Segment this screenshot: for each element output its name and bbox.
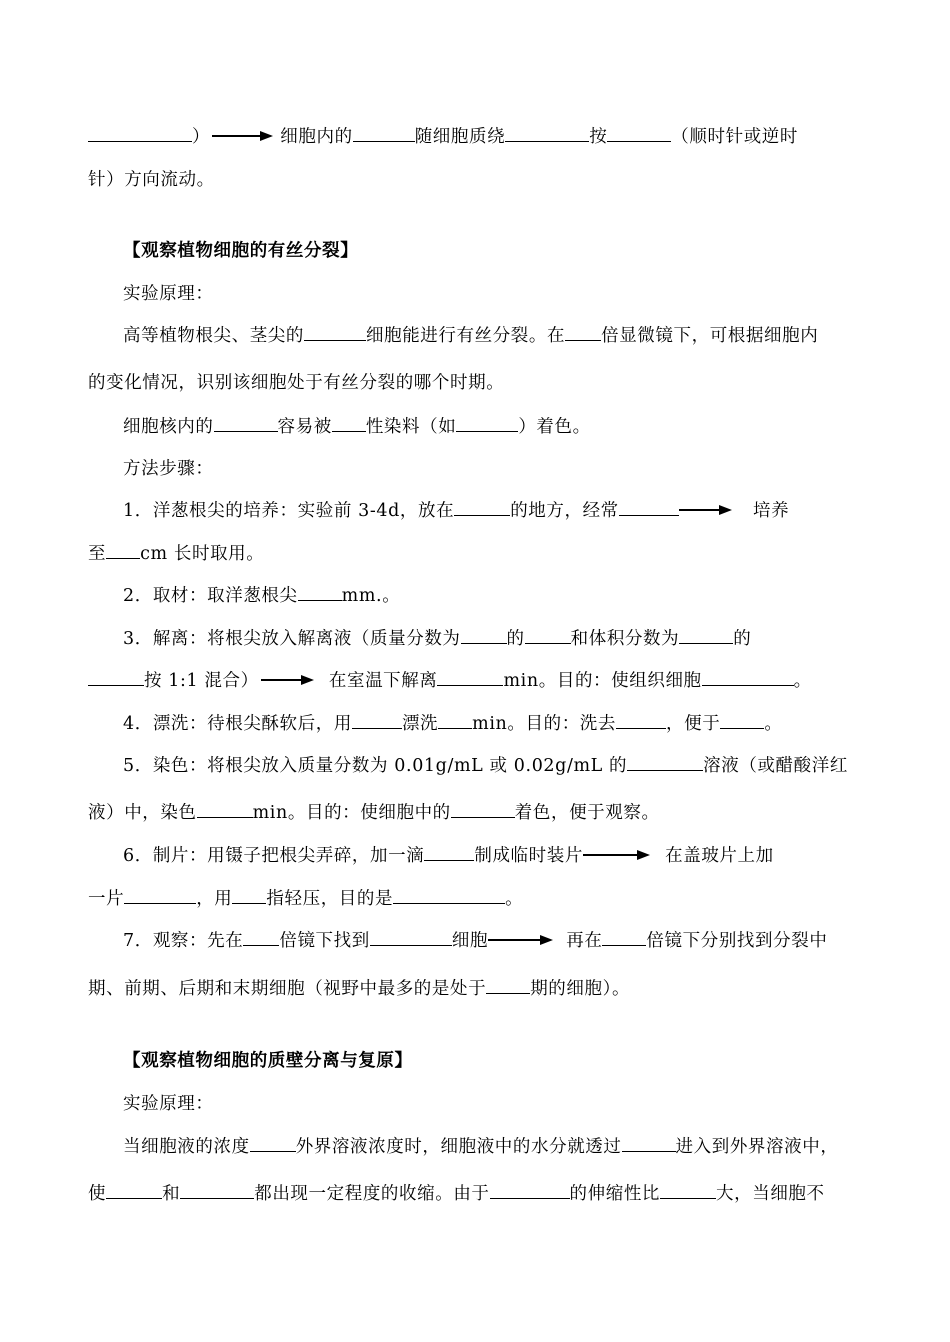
step-3: 3．解离：将根尖放入解离液（质量分数为 的 和体积分数为 的 xyxy=(123,626,751,652)
prev-line-2: 针）方向流动。 xyxy=(88,170,215,190)
fill-blank[interactable] xyxy=(180,1181,254,1199)
mitosis-principle-1: 高等植物根尖、茎尖的 细胞能进行有丝分裂。在 倍显微镜下，可根据细胞内 xyxy=(123,323,818,349)
fill-blank[interactable] xyxy=(454,498,510,516)
step-1: 1．洋葱根尖的培养：实验前 3-4d，放在 的地方，经常 培养 xyxy=(123,498,789,524)
fill-blank[interactable] xyxy=(353,124,415,142)
fill-blank[interactable] xyxy=(607,124,671,142)
fill-blank[interactable] xyxy=(88,668,144,686)
arrow-right-icon xyxy=(679,504,733,516)
fill-blank[interactable] xyxy=(304,323,366,341)
step-7: 7．观察：先在 倍镜下找到 细胞 再在 倍镜下分别找到分裂中 xyxy=(123,928,827,954)
fill-blank[interactable] xyxy=(622,1134,676,1152)
arrow-right-icon xyxy=(583,849,651,861)
plasmolysis-principle-1: 当细胞液的浓度 外界溶液浓度时，细胞液中的水分就透过 进入到外界溶液中， xyxy=(123,1134,838,1160)
fill-blank[interactable] xyxy=(505,124,589,142)
step-3-cont: 按 1:1 混合） 在室温下解离 min。目的：使组织细胞 。 xyxy=(88,668,812,694)
step-6-cont: 一片 ，用 指轻压，目的是 。 xyxy=(88,886,523,912)
fill-blank[interactable] xyxy=(124,886,196,904)
section-title-mitosis: 【观察植物细胞的有丝分裂】 xyxy=(123,241,359,261)
arrow-right-icon xyxy=(259,674,315,686)
mitosis-principle-2: 细胞核内的 容易被 性染料（如 ）着色。 xyxy=(123,414,591,440)
fill-blank[interactable] xyxy=(232,886,266,904)
fill-blank[interactable] xyxy=(393,886,505,904)
fill-blank[interactable] xyxy=(298,583,342,601)
steps-label: 方法步骤： xyxy=(123,459,214,479)
fill-blank[interactable] xyxy=(352,711,402,729)
fill-blank[interactable] xyxy=(332,414,366,432)
fill-blank[interactable] xyxy=(243,928,279,946)
fill-blank[interactable] xyxy=(214,414,278,432)
fill-blank[interactable] xyxy=(461,626,507,644)
fill-blank[interactable] xyxy=(627,753,703,771)
step-6: 6．制片：用镊子把根尖弄碎，加一滴 制成临时装片 在盖玻片上加 xyxy=(123,843,774,869)
fill-blank[interactable] xyxy=(456,414,518,432)
fill-blank[interactable] xyxy=(197,800,253,818)
fill-blank[interactable] xyxy=(679,626,733,644)
principle-label: 实验原理： xyxy=(123,284,214,304)
step-5: 5．染色：将根尖放入质量分数为 0.01g/mL 或 0.02g/mL 的 溶液（或醋酸洋红 xyxy=(123,753,848,779)
fill-blank[interactable] xyxy=(438,711,472,729)
fill-blank[interactable] xyxy=(619,498,679,516)
fill-blank[interactable] xyxy=(702,668,794,686)
prev-line-1: ） 细胞内的 随细胞质绕 按 （顺时针或逆时 xyxy=(88,124,798,150)
step-2: 2．取材：取洋葱根尖 mm.。 xyxy=(123,583,400,609)
fill-blank[interactable] xyxy=(490,1181,570,1199)
principle-label: 实验原理： xyxy=(123,1094,214,1114)
fill-blank[interactable] xyxy=(525,626,571,644)
fill-blank[interactable] xyxy=(88,124,192,142)
step-4: 4．漂洗：待根尖酥软后，用 漂洗 min。目的：洗去 ，便于 。 xyxy=(123,711,782,737)
fill-blank[interactable] xyxy=(660,1181,716,1199)
step-1-cont: 至 cm 长时取用。 xyxy=(88,541,264,567)
fill-blank[interactable] xyxy=(486,976,530,994)
plasmolysis-principle-1-cont: 使 和 都出现一定程度的收缩。由于 的伸缩性比 大，当细胞不 xyxy=(88,1181,825,1207)
fill-blank[interactable] xyxy=(437,668,503,686)
arrow-right-icon xyxy=(488,934,554,946)
mitosis-principle-1-cont: 的变化情况，识别该细胞处于有丝分裂的哪个时期。 xyxy=(88,373,505,393)
fill-blank[interactable] xyxy=(451,800,515,818)
fill-blank[interactable] xyxy=(106,1181,162,1199)
arrow-right-icon xyxy=(210,130,274,142)
step-7-cont: 期、前期、后期和末期细胞（视野中最多的是处于 期的细胞）。 xyxy=(88,976,630,1002)
fill-blank[interactable] xyxy=(106,541,140,559)
fill-blank[interactable] xyxy=(720,711,764,729)
fill-blank[interactable] xyxy=(370,928,452,946)
section-title-plasmolysis: 【观察植物细胞的质壁分离与复原】 xyxy=(123,1051,413,1071)
fill-blank[interactable] xyxy=(616,711,666,729)
fill-blank[interactable] xyxy=(250,1134,296,1152)
fill-blank[interactable] xyxy=(602,928,646,946)
fill-blank[interactable] xyxy=(565,323,601,341)
fill-blank[interactable] xyxy=(424,843,474,861)
step-5-cont: 液）中，染色 min。目的：使细胞中的 着色，便于观察。 xyxy=(88,800,660,826)
